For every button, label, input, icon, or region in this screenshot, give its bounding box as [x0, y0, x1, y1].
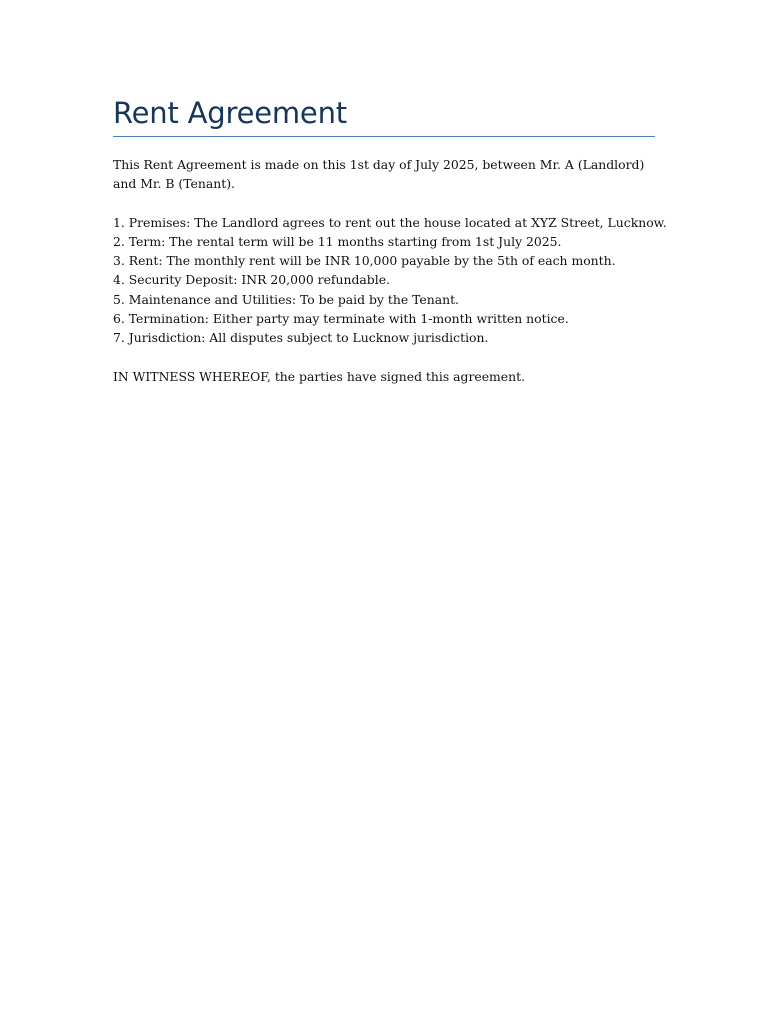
- clause-termination: 6. Termination: Either party may terminate with 1-month written notice.: [113, 311, 569, 327]
- clause-rent: 3. Rent: The monthly rent will be INR 10,000 payable by the 5th of each month.: [113, 253, 616, 269]
- intro-paragraph: This Rent Agreement is made on this 1st day of July 2025, between Mr. A (Landlord) and Mr. B (Tenant).: [113, 157, 645, 192]
- paragraph-spacer: [113, 194, 655, 213]
- closing-paragraph: IN WITNESS WHEREOF, the parties have signed this agreement.: [113, 368, 526, 384]
- title-underline-divider: [113, 136, 655, 137]
- paragraph-spacer: [113, 348, 655, 367]
- clause-premises: 1. Premises: The Landlord agrees to rent out the house located at XYZ Street, Lucknow.: [113, 214, 667, 230]
- clause-jurisdiction: 7. Jurisdiction: All disputes subject to Lucknow jurisdiction.: [113, 330, 489, 346]
- clause-term: 2. Term: The rental term will be 11 months starting from 1st July 2025.: [113, 233, 562, 249]
- clause-security-deposit: 4. Security Deposit: INR 20,000 refundable.: [113, 272, 390, 288]
- document-body: [113, 94, 667, 386]
- clause-list: [113, 213, 667, 348]
- clause-maintenance: 5. Maintenance and Utilities: To be paid by the Tenant.: [113, 291, 459, 307]
- document-title: Rent Agreement: [113, 96, 347, 130]
